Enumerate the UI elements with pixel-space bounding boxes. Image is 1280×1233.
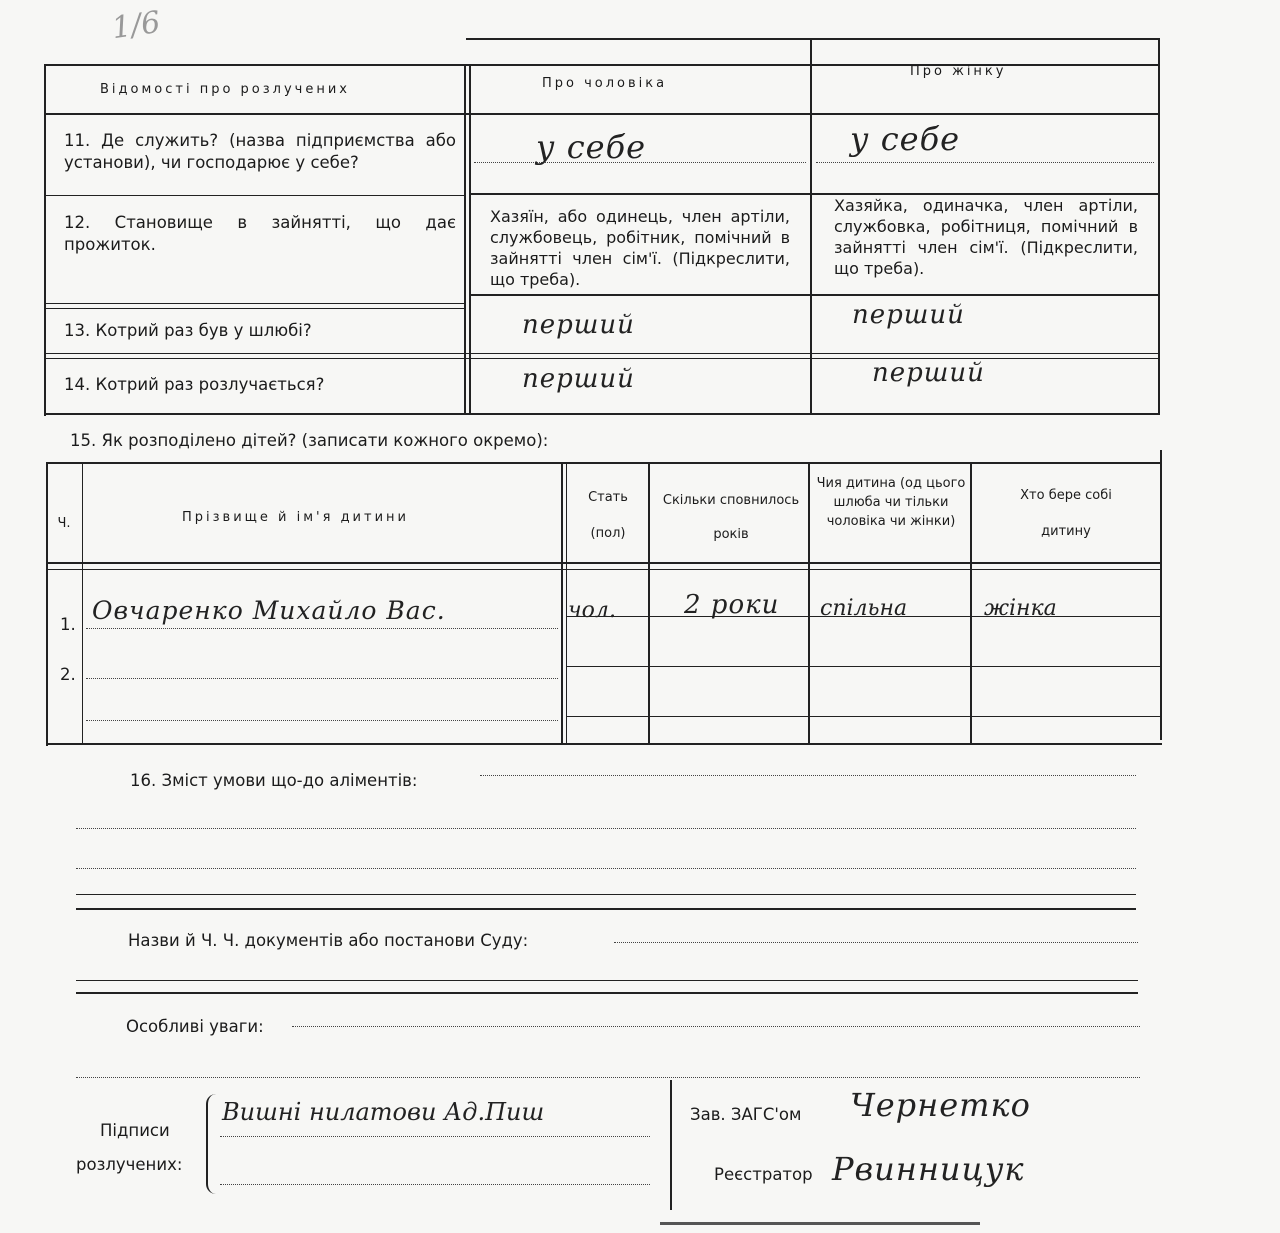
- wife-occupation-options: Хазяйка, одиначка, член артіли, службовка, робітниця, помічний в зайнятті член сім'ї. (Підкреслити, що треба).: [834, 196, 1138, 278]
- signatures-label-2: розлучених:: [76, 1155, 183, 1174]
- header-wife: Про жінку: [910, 64, 1007, 79]
- col-num: Ч.: [57, 516, 71, 531]
- husband-divorce-count: перший: [522, 364, 635, 394]
- husband-workplace: у себе: [536, 128, 647, 166]
- question-13: 13. Котрий раз був у шлюбі?: [64, 321, 312, 340]
- husband-occupation-options: Хазяїн, або одинець, член артіли, службовець, робітник, помічний в зайнятті член сім'ї. (Підкреслити, що треба).: [490, 207, 790, 289]
- col-child-name: Прізвище й ім'я дитини: [182, 510, 409, 525]
- wife-divorce-count: перший: [872, 358, 985, 388]
- divorcee-signatures: Вишні нилатови Ад.Пиш: [222, 1098, 545, 1126]
- child-row1-age: 2 роки: [684, 590, 780, 620]
- child-row1-whose: спільна: [820, 596, 908, 621]
- col-who-takes: Хто бере собі дитину: [1020, 488, 1112, 539]
- child-row1-name: Овчаренко Михайло Вас.: [92, 596, 446, 625]
- alimony-label: 16. Зміст умови що-до аліментів:: [130, 771, 418, 790]
- registrar-signature: Рвинницук: [832, 1150, 1025, 1188]
- header-info: Відомості про розлучених: [100, 82, 350, 97]
- signature-bracket: [206, 1094, 218, 1194]
- question-14: 14. Котрий раз розлучається?: [64, 375, 325, 394]
- registry-head-label: Зав. ЗАГС'ом: [690, 1105, 802, 1124]
- wife-workplace: у себе: [850, 120, 961, 158]
- registry-head-signature: Чернетко: [850, 1086, 1031, 1124]
- question-12: 12. Становище в зайнятті, що дає прожиток.: [64, 213, 456, 254]
- question-11: 11. Де служить? (назва підприємства або установи), чи господарює у себе?: [64, 131, 456, 172]
- child-row2-num: 2.: [60, 665, 76, 684]
- col-sex-sublabel: (пол): [590, 526, 626, 541]
- notes-label: Особливі уваги:: [126, 1017, 264, 1036]
- husband-marriage-count: перший: [522, 310, 635, 340]
- registrar-label: Реєстратор: [714, 1165, 813, 1184]
- documents-label: Назви й Ч. Ч. документів або постанови Суду:: [128, 931, 529, 950]
- col-sex-label: Стать: [588, 490, 628, 505]
- signatures-label: Підписи: [100, 1121, 170, 1140]
- child-row1-num: 1.: [60, 615, 76, 634]
- header-husband: Про чоловіка: [542, 76, 668, 91]
- child-row1-who-takes: жінка: [984, 596, 1057, 621]
- col-age: Скільки сповнилось років: [662, 493, 800, 542]
- section15-title: 15. Як розподілено дітей? (записати кожного окремо):: [70, 431, 549, 450]
- wife-marriage-count: перший: [852, 300, 965, 330]
- child-row1-sex: чол.: [568, 598, 616, 623]
- col-whose-child: Чия дитина (од цього шлюба чи тільки чоловіка чи жінки): [816, 476, 966, 529]
- corner-mark: 1/6: [109, 4, 163, 47]
